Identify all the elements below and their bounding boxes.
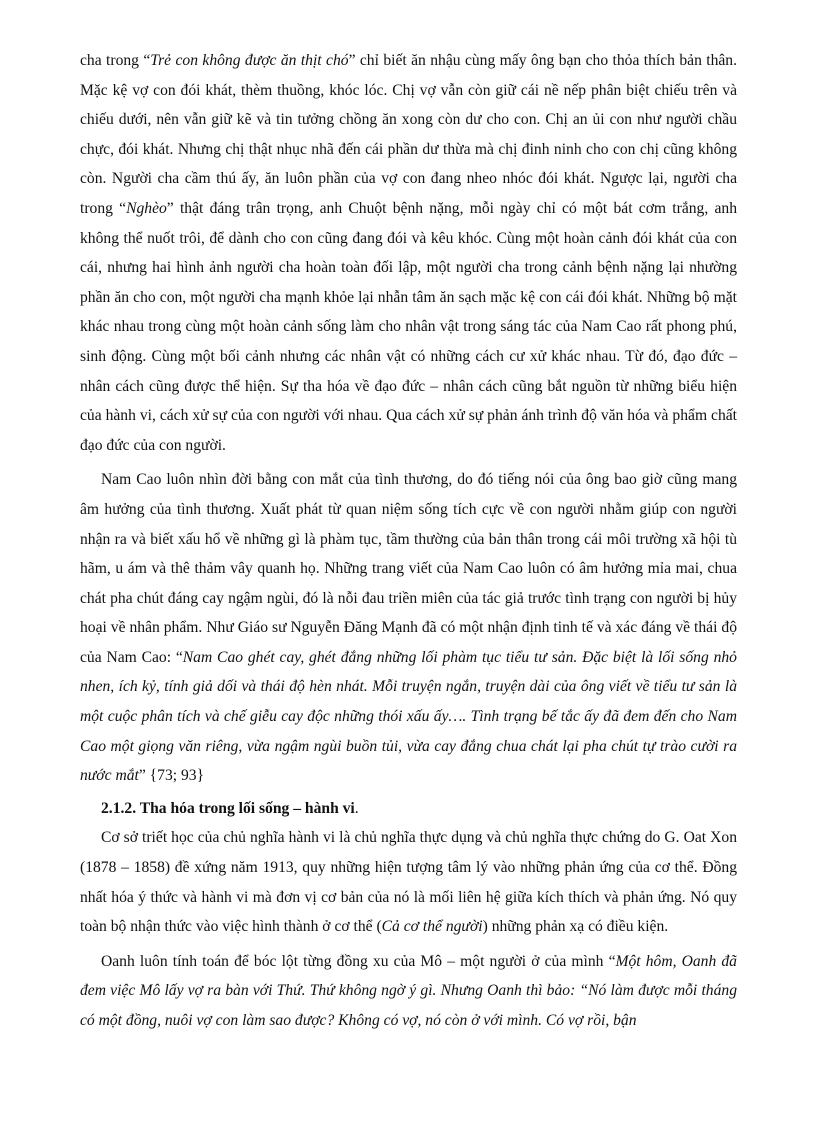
text-run: cha trong “ bbox=[80, 52, 151, 69]
paragraph-1 bbox=[80, 46, 737, 460]
text-run: Cơ sở triết học của chủ nghĩa hành vi là chủ nghĩa thực dụng và chủ nghĩa thực chứng do G. Oat Xon (1878 – 1858) đề xứng năm 1913, quy những hiện tượng tâm lý vào những phản ứng của cơ thể. Đồng nhất hóa ý thức và hành vi mà đơn vị cơ bản của nó là mối liên hệ giữa kích thích và phản ứng. Nó quy toàn bộ nhận thức vào việc hình thành ở cơ thể ( bbox=[80, 829, 737, 936]
quotation-nguyen-dang-manh: Nam Cao ghét cay, ghét đắng những lối phàm tục tiểu tư sản. Đặc biệt là lối sống nhỏ nhen, ích kỷ, tính giả dối và thái độ hèn nhát. Mỗi truyện ngắn, truyện dài của ông viết về tiểu tư sản là một cuộc phân tích và chế giễu cay độc những thói xấu ấy…. Tình trạng bế tắc ấy đã đem đến cho Nam Cao một giọng văn riêng, vừa ngậm ngùi buồn tủi, vừa cay đắng chua chát lại pha chút tự trào cười ra nước mắt bbox=[80, 648, 737, 785]
italic-phrase: Cả cơ thể người bbox=[381, 918, 483, 936]
work-title-tre-con: Trẻ con không được ăn thịt chó bbox=[150, 52, 349, 69]
work-title-ngheo: Nghèo bbox=[126, 199, 167, 217]
section-heading bbox=[80, 794, 737, 824]
text-run: ” chỉ biết ăn nhậu cùng mấy ông bạn cho thỏa thích bản thân. Mặc kệ vợ con đói khát, thèm thuồng, khóc lóc. Chị vợ vẫn còn giữ cái nề nếp phân biệt chiếu trên và chiếu dưới, nên vẫn giữ kẽ và tin tưởng chồng ăn xong còn dư cho con. Chị an ủi con như người chầu chực, đói khát. Nhưng chị thật nhục nhã đến cái phần dư thừa mà chị đinh ninh cho con chị cũng không còn. Người cha cầm thú ấy, ăn luôn phần của vợ con đang nheo nhóc đói khát. Ngược lại, người cha trong “ bbox=[80, 52, 738, 217]
text-run: ” thật đáng trân trọng, anh Chuột bệnh nặng, mỗi ngày chỉ có một bát cơm trắng, anh không thể nuốt trôi, để dành cho con cũng đang đói và kêu khóc. Cùng một hoàn cảnh đói khát của con cái, nhưng hai hình ảnh người cha hoàn toàn đối lập, một người cha trong cảnh bệnh nặng lại nhường phần ăn cho con, một người cha mạnh khỏe lại nhẫn tâm ăn sạch mặc kệ con cái đói khát. Những bộ mặt khác nhau trong cùng một hoàn cảnh sống làm cho nhân vật trong sáng tác của Nam Cao rất phong phú, sinh động. Cùng một bối cảnh nhưng các nhân vật có những cách cư xử khác nhau. Từ đó, đạo đức – nhân cách cũng được thể hiện. Sự tha hóa về đạo đức – nhân cách cũng bắt nguồn từ những biểu hiện của hành vi, cách xử sự của con người với nhau. Qua cách xử sự phản ánh trình độ văn hóa và phẩm chất đạo đức của con người. bbox=[80, 199, 737, 454]
citation: ” {73; 93} bbox=[138, 767, 205, 785]
text-run: Nam Cao luôn nhìn đời bằng con mắt của tình thương, do đó tiếng nói của ông bao giờ cũng mang âm hưởng của tình thương. Xuất phát từ quan niệm sống tích cực về con người nhằm giúp con người nhận ra và biết xấu hổ về những gì là phàm tục, tầm thường của bản thân trong cái môi trường xã hội tù hãm, u ám và thê thảm vây quanh họ. Những trang viết của Nam Cao luôn có âm hưởng mỉa mai, chua chát pha chút đáng cay ngậm ngùi, đó là nỗi đau triền miên của tác giả trước tình trạng con người bị hủy hoại về nhân phẩm. Như Giáo sư Nguyễn Đăng Mạnh đã có một nhận định tinh tế và xác đáng về thái độ của Nam Cao: “ bbox=[80, 471, 737, 666]
paragraph-2 bbox=[80, 465, 737, 791]
text-run: ) những phản xạ có điều kiện. bbox=[482, 918, 669, 936]
document-page bbox=[80, 46, 737, 1036]
paragraph-4 bbox=[80, 947, 737, 1036]
section-heading-text: 2.1.2. Tha hóa trong lối sống – hành vi bbox=[101, 799, 355, 817]
text-run: Oanh luôn tính toán để bóc lột từng đồng xu của Mô – một người ở của mình “ bbox=[101, 952, 616, 970]
quotation-story: Một hôm, Oanh đã đem việc Mô lấy vợ ra bàn với Thứ. Thứ không ngờ ý gì. Nhưng Oanh thì bảo: “Nó làm được mỗi tháng có một đồng, nuôi vợ con làm sao được? Không có vợ, nó còn ở với mình. Có vợ rồi, bận bbox=[80, 952, 737, 1029]
paragraph-3 bbox=[80, 823, 737, 941]
section-heading-tail: . bbox=[354, 799, 359, 817]
